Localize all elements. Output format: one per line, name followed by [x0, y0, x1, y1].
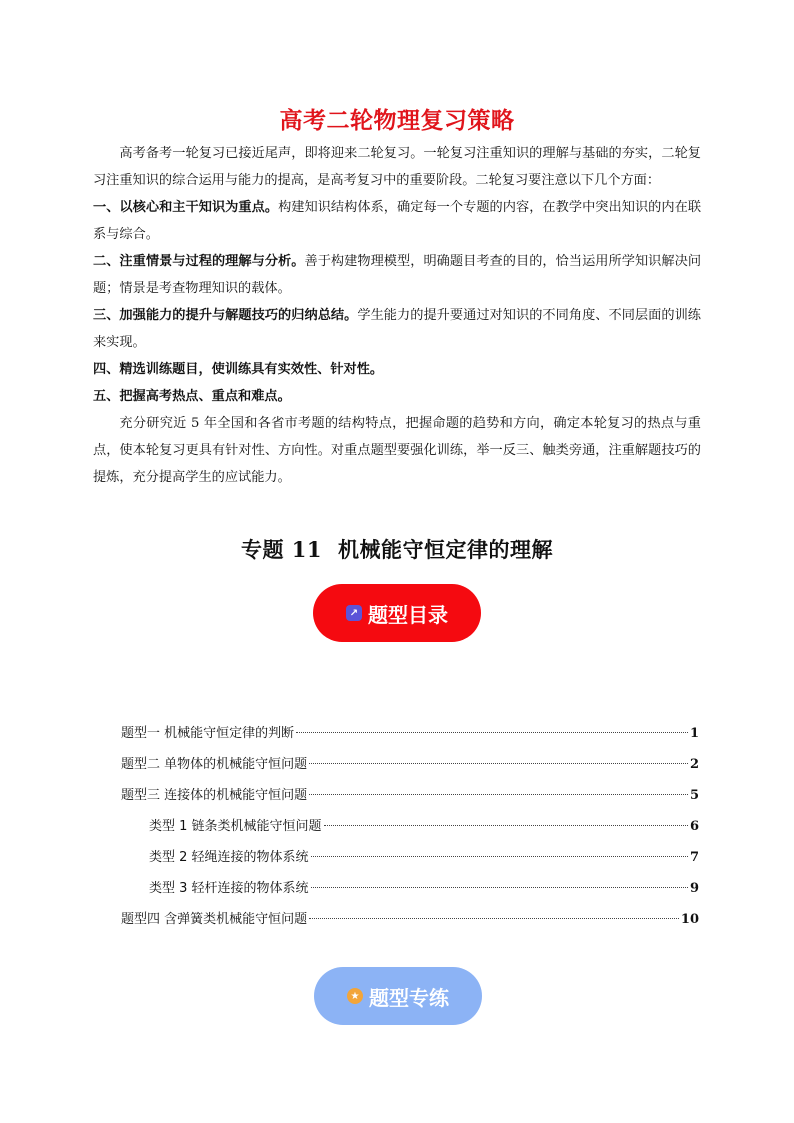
toc-entry-page: 9: [689, 881, 699, 896]
intro-item-2: [93, 248, 701, 302]
toc-entry-label: 类型 1 链条类机械能守恒问题: [149, 819, 322, 834]
topic-number: 专题 11: [240, 537, 323, 562]
practice-button-label: 题型专练: [369, 985, 449, 1010]
toc-entry-page: 1: [689, 726, 699, 741]
toc-sub-entry[interactable]: [121, 846, 699, 877]
intro-item-text: 善于构建物理模型，明确题目考查的目的，恰当运用所学知识解决问题；情景是考查物理知识的载体。: [93, 254, 702, 296]
toc-entry-page: 10: [680, 912, 699, 927]
toc-entry-label: 题型二 单物体的机械能守恒问题: [121, 757, 308, 772]
toc-entry-page: 6: [689, 819, 699, 834]
toc-entry[interactable]: [121, 908, 699, 939]
toc-entry[interactable]: [121, 722, 699, 753]
toc-sub-entry[interactable]: [121, 815, 699, 846]
topic-heading: [0, 534, 794, 564]
intro-item-1: [93, 194, 701, 248]
intro-item-3: [93, 302, 701, 356]
catalog-button[interactable]: [313, 584, 481, 642]
intro-paragraph: 高考备考一轮复习已接近尾声，即将迎来二轮复习。一轮复习注重知识的理解与基础的夯实，二轮复习注重知识的综合运用与能力的提高，是高考复习中的重要阶段。二轮复习要注意以下几个方面：: [93, 146, 701, 188]
topic-name: 机械能守恒定律的理解: [338, 537, 554, 562]
intro-item-heading: 三、加强能力的提升与解题技巧的归纳总结。: [93, 308, 358, 323]
toc-entry-label: 题型四 含弹簧类机械能守恒问题: [121, 912, 308, 927]
toc-entry-page: 5: [689, 788, 699, 803]
catalog-button-label: 题型目录: [368, 602, 448, 627]
toc-entry-label: 类型 2 轻绳连接的物体系统: [149, 850, 309, 865]
toc-sub-entry[interactable]: [121, 877, 699, 908]
table-of-contents: [121, 722, 699, 939]
toc-entry-label: 题型一 机械能守恒定律的判断: [121, 726, 295, 741]
intro-item-text: 学生能力的提升要通过对知识的不同角度、不同层面的训练来实现。: [93, 308, 701, 350]
catalog-icon: ↗: [346, 605, 362, 621]
toc-dot-leader: [296, 732, 688, 733]
toc-entry-page: 2: [689, 757, 699, 772]
intro-item-text: 构建知识结构体系，确定每一个专题的内容，在教学中突出知识的内在联系与综合。: [93, 200, 702, 242]
intro-section: [93, 140, 701, 491]
toc-dot-leader: [309, 918, 679, 919]
toc-entry[interactable]: [121, 784, 699, 815]
toc-dot-leader: [311, 887, 688, 888]
toc-dot-leader: [309, 763, 688, 764]
toc-dot-leader: [324, 825, 688, 826]
intro-item-heading: 四、精选训练题目，使训练具有实效性、针对性。: [93, 362, 384, 377]
intro-item-heading: 五、把握高考热点、重点和难点。: [93, 389, 291, 404]
toc-dot-leader: [309, 794, 688, 795]
intro-conclusion: 充分研究近 5 年全国和各省市考题的结构特点，把握命题的趋势和方向，确定本轮复习的热点与重点，使本轮复习更具有针对性、方向性。对重点题型要强化训练，举一反三、触类旁通，注重解题技巧的提炼，充分提高学生的应试能力。: [93, 416, 701, 485]
practice-button[interactable]: [314, 967, 482, 1025]
toc-dot-leader: [311, 856, 688, 857]
intro-item-4: [93, 356, 701, 383]
intro-item-heading: 一、以核心和主干知识为重点。: [93, 200, 279, 215]
intro-item-5: [93, 383, 701, 410]
toc-entry[interactable]: [121, 753, 699, 784]
intro-item-heading: 二、注重情景与过程的理解与分析。: [93, 254, 305, 269]
toc-entry-page: 7: [689, 850, 699, 865]
toc-entry-label: 类型 3 轻杆连接的物体系统: [149, 881, 309, 896]
document-title: 高考二轮物理复习策略: [279, 108, 515, 134]
trophy-icon: ★: [347, 988, 363, 1004]
toc-entry-label: 题型三 连接体的机械能守恒问题: [121, 788, 308, 803]
